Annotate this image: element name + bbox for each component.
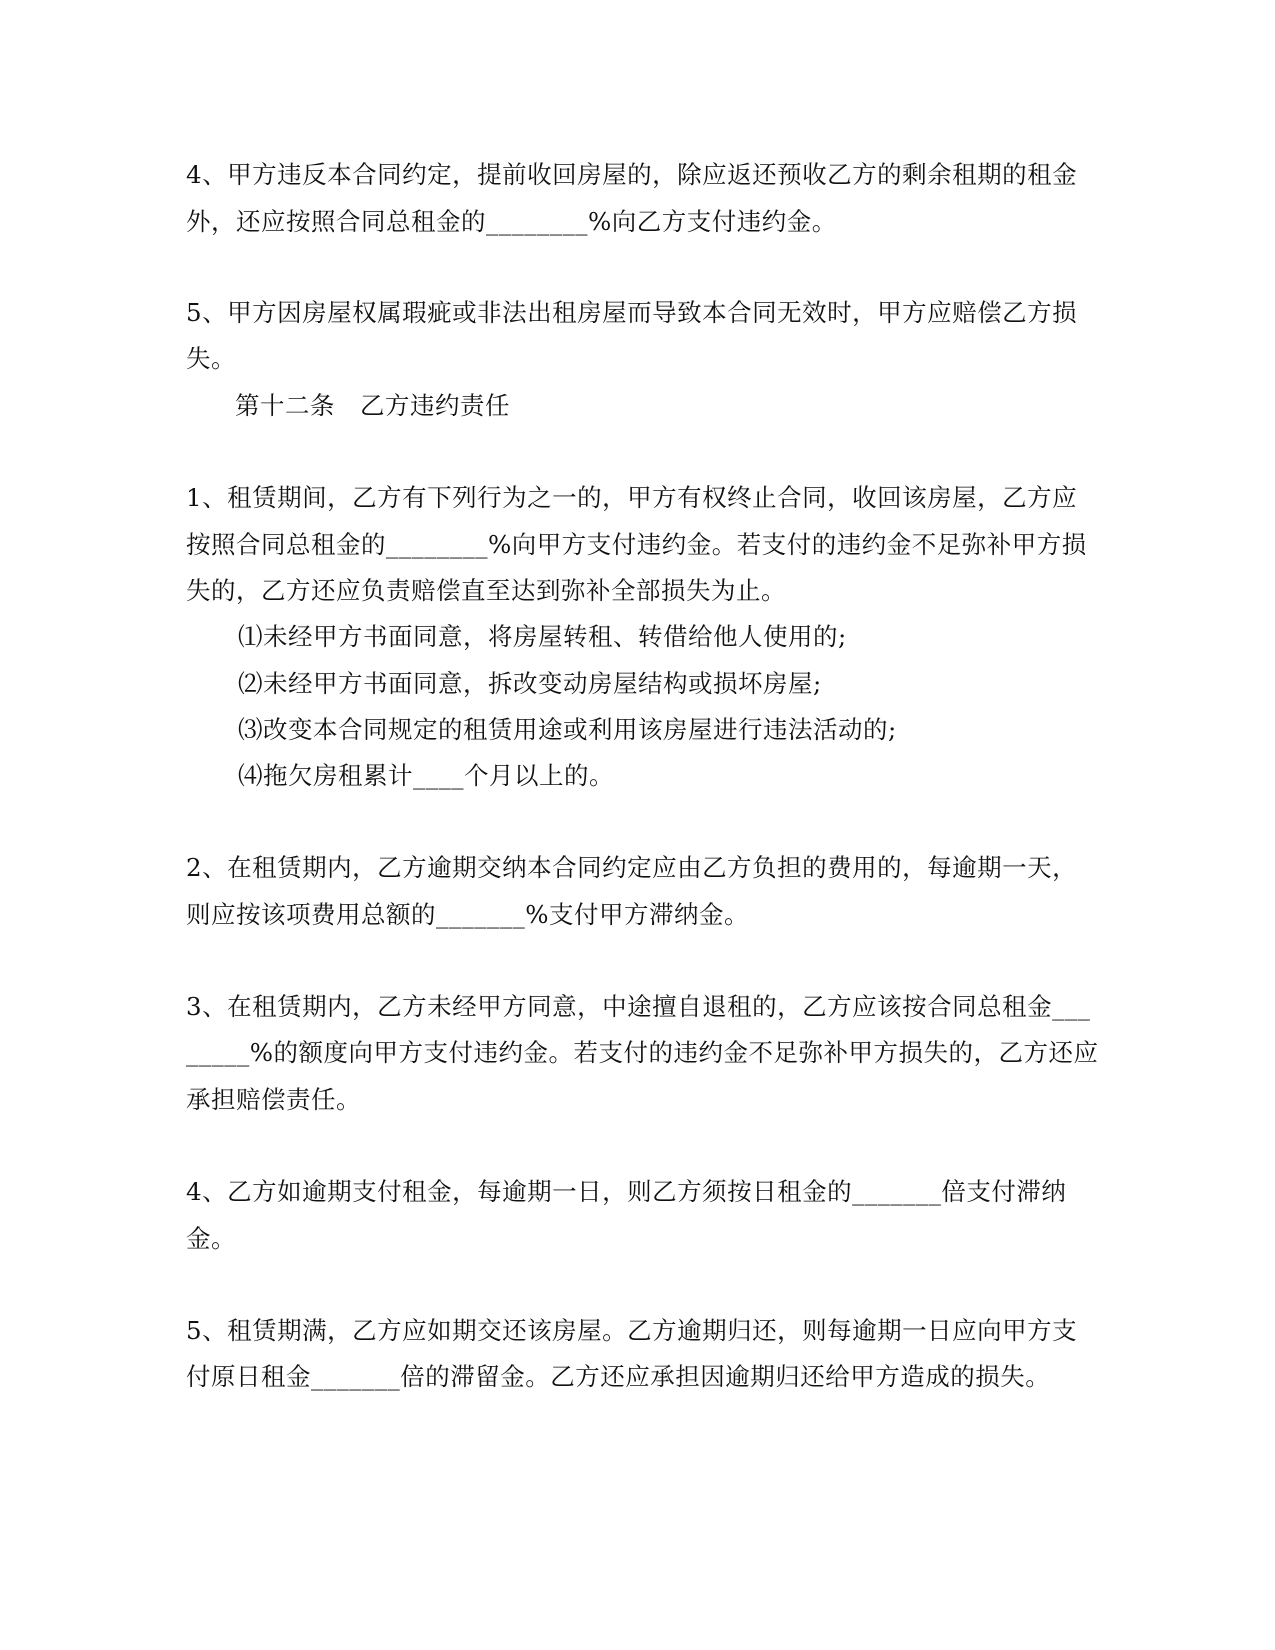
clause-12-3-line-3: 承担赔偿责任。	[186, 1085, 361, 1114]
clause-11-5-line-2: 失。	[186, 344, 236, 373]
clause-11-5-line-1: 5、甲方因房屋权属瑕疵或非法出租房屋而导致本合同无效时，甲方应赔偿乙方损	[186, 298, 1078, 327]
clause-12-1-item-3: ⑶改变本合同规定的租赁用途或利用该房屋进行违法活动的;	[238, 715, 897, 744]
clause-12-4-line-1: 4、乙方如逾期支付租金，每逾期一日，则乙方须按日租金的_______倍支付滞纳	[186, 1177, 1067, 1206]
clause-12-1-line-3: 失的，乙方还应负责赔偿直至达到弥补全部损失为止。	[186, 576, 786, 605]
clause-12-2-line-1: 2、在租赁期内，乙方逾期交纳本合同约定应由乙方负担的费用的，每逾期一天，	[186, 853, 1078, 882]
clause-12-3-line-1: 3、在租赁期内，乙方未经甲方同意，中途擅自退租的，乙方应该按合同总租金___	[186, 992, 1091, 1021]
clause-11-4-line-2: 外，还应按照合同总租金的________%向乙方支付违约金。	[186, 207, 837, 236]
clause-12-5-line-1: 5、租赁期满，乙方应如期交还该房屋。乙方逾期归还，则每逾期一日应向甲方支	[186, 1316, 1078, 1345]
clause-12-1-item-4: ⑷拖欠房租累计____个月以上的。	[238, 761, 614, 790]
clause-12-1-line-1: 1、租赁期间，乙方有下列行为之一的，甲方有权终止合同，收回该房屋，乙方应	[186, 483, 1078, 512]
article-12-heading: 第十二条 乙方违约责任	[235, 391, 510, 420]
clause-11-4-line-1: 4、甲方违反本合同约定，提前收回房屋的，除应返还预收乙方的剩余租期的租金	[186, 160, 1078, 189]
clause-12-1-item-2: ⑵未经甲方书面同意，拆改变动房屋结构或损坏房屋;	[238, 669, 822, 698]
clause-12-2-line-2: 则应按该项费用总额的_______%支付甲方滞纳金。	[186, 900, 750, 929]
clause-12-4-line-2: 金。	[186, 1224, 236, 1253]
clause-12-1-line-2: 按照合同总租金的________%向甲方支付违约金。若支付的违约金不足弥补甲方损	[186, 530, 1087, 559]
clause-12-3-line-2: _____%的额度向甲方支付违约金。若支付的违约金不足弥补甲方损失的，乙方还应	[186, 1038, 1099, 1067]
clause-12-5-line-2: 付原日租金_______倍的滞留金。乙方还应承担因逾期归还给甲方造成的损失。	[186, 1362, 1051, 1391]
clause-12-1-item-1: ⑴未经甲方书面同意，将房屋转租、转借给他人使用的;	[238, 622, 847, 651]
